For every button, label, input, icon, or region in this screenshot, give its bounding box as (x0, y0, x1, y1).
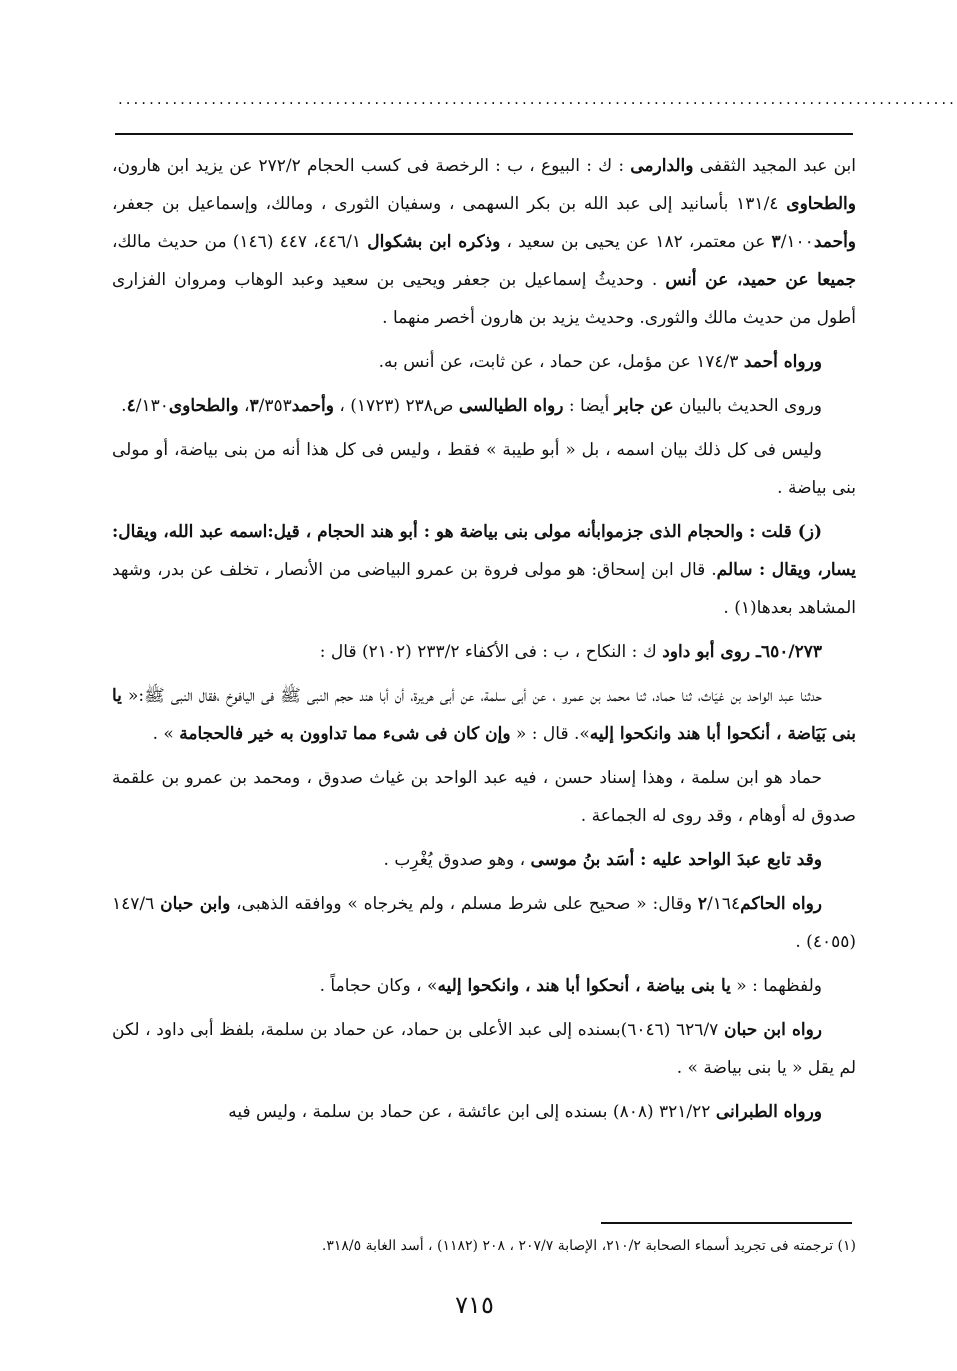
page-number: ٧١٥ (455, 1291, 494, 1319)
para-5 (112, 513, 856, 627)
text-segment: ولفظهما : « (730, 976, 822, 996)
text-segment: أيضا : (563, 396, 615, 416)
footnote-rule (601, 1222, 852, 1224)
bold-text-segment: (ز) قلت : والحجام الذى جزموابأنه مولى بنى بياضة هو : أبو هند الحجام ، قيل:اسمه عبد الله، ويقال: يسار، ويقال : سالم (112, 522, 857, 580)
bold-text-segment: وقد تابع عبدَ الواحد عليه : أسَد بنُ موسى (530, 850, 822, 870)
para-3 (112, 387, 856, 425)
footnote: (١) ترجمته فى تجريد أسماء الصحابة ٢١٠/٢، الإصابة ٢٠٧/٧ ، ٢٠٨ (١١٨٢) ، أسد الغابة ٣١٨/٥. (321, 1238, 856, 1254)
bold-text-segment: وذكره ابن بشكوال (367, 232, 501, 252)
bold-text-segment: والطحاوى (786, 194, 856, 214)
text-segment: ١٣١/٤ بأسانيد إلى عبد الله بن بكر السهمى ، وسفيان الثورى ، ومالك، وإسماعيل بن جعفر، (112, 194, 787, 214)
para-1 (112, 147, 856, 337)
text-segment: /١٠٠ عن معتمر، ١٨٢ عن يحيى بن سعيد ، (500, 232, 814, 252)
text-segment: . قال ابن إسحاق: هو مولى فروة بن عمرو البياضى من الأنصار ، تخلف عن بدر، وشهد المشاهد بعدها(١) . (112, 560, 856, 618)
text-segment: . وحديثُ إسماعيل بن جعفر ويحيى بن سعيد وعبد الوهاب ومروان الفزارى أطول من حديث مالك والثورى. وحديث يزيد بن هارون أخصر منهما . (112, 270, 856, 328)
text-segment: ، وهو صدوق يُغْرِب . (383, 850, 531, 870)
text-segment: حماد هو ابن سلمة ، وهذا إسناد حسن ، فيه عبد الواحد بن غياث صدوق ، ومحمد بن عمرو بن علقمة صدوق له أوهام ، وقد روى له الجماعة . (112, 768, 856, 826)
bold-text-segment: يا بنى بياضة ، أنحكوا أبا هند ، وانكحوا إليه (437, 976, 731, 996)
text-segment: /٣٥٣، (238, 396, 292, 416)
para-8 (112, 759, 856, 835)
para-13 (112, 1093, 856, 1131)
bold-text-segment: والدارمى (630, 156, 694, 176)
body-text (112, 147, 856, 1137)
bold-text-segment: ورواه الطبرانى (715, 1102, 822, 1122)
text-segment: وروى الحديث بالبيان (673, 396, 822, 416)
header-rule (115, 133, 853, 135)
text-segment: /١٦٤ وقال: « صحيح على شرط مسلم ، ولم يخرجاه » ووافقه الذهبى، (230, 894, 741, 914)
text-segment: » . (152, 724, 180, 744)
text-segment: /١٣٠. (121, 396, 169, 416)
bold-text-segment: عن جابر (614, 396, 674, 416)
text-segment: ك : النكاح ، ب : فى الأكفاء ٢٣٣/٢ (٢١٠٢) قال : (319, 642, 663, 662)
para-6 (112, 633, 856, 671)
bold-text-segment: جميعا عن حميد، عن أنس (665, 270, 856, 290)
bold-text-segment: والطحاوى٤ (126, 396, 239, 416)
text-segment: ١٧٤/٣ عن مؤمل، عن حماد ، عن ثابت، عن أنس به. (378, 352, 744, 372)
bold-text-segment: رواه الطيالسى (458, 396, 564, 416)
bold-text-segment: وأحمد٣ (249, 396, 334, 416)
bold-text-segment: وابن حبان (160, 894, 231, 914)
para-4 (112, 431, 856, 507)
bold-text-segment: رواه ابن حبان (723, 1020, 823, 1040)
para-2 (112, 343, 856, 381)
text-segment: ٦٢٦/٧ (٦٠٤٦)بسنده إلى عبد الأعلى بن حماد، عن حماد بن سلمة، بلفظ أبى داود ، لكن لم يقل « يا بنى بياضة » . (112, 1020, 856, 1078)
text-segment: ص٢٣٨ (١٧٢٣) ، (333, 396, 459, 416)
bold-text-segment: ورواه أحمد (743, 352, 822, 372)
para-12 (112, 1011, 856, 1087)
bold-text-segment: ٦٥٠/٢٧٣ـ روى أبو داود (662, 642, 822, 662)
text-segment: ٤٤٦/١، ٤٤٧ (١٤٦) من حديث مالك، (112, 232, 368, 252)
para-10 (112, 885, 856, 961)
text-segment: ٣٢١/٢٢ (٨٠٨) بسنده إلى ابن عائشة ، عن حماد بن سلمة ، وليس فيه (228, 1102, 716, 1122)
bold-text-segment: وأحمد٣ (771, 232, 857, 252)
bold-text-segment: وإن كان فى شىء مما تداوون به خير فالحجامة (179, 724, 511, 744)
text-segment: ابن عبد المجيد الثقفى (693, 156, 856, 176)
text-segment: ١٤٧/٦ (٤٠٥٥) . (112, 894, 856, 952)
para-11 (112, 967, 856, 1005)
bold-text-segment: يا بنى بَيَاضة ، أنكحوا أبا هند وانكحوا إليه (112, 686, 856, 744)
text-segment: : ك : البيوع ، ب : الرخصة فى كسب الحجام ٢٧٢/٢ عن يزيد ابن هارون، (112, 156, 631, 176)
text-segment: حدثنا عبد الواحد بن غيَاث، ثنا حماد، ثنا محمد بن عمرو ، عن أبى سلمة، عن أبى هريرة، أن أبا هند حجم النبى ﷺ فى اليافوخ ،فقال النبى ﷺ:« (121, 686, 822, 706)
text-segment: ». قال : « (510, 724, 590, 744)
para-7 (112, 677, 856, 753)
bold-text-segment: رواه الحاكم٢ (697, 894, 823, 914)
para-9 (112, 841, 856, 879)
header-dotted-line: ............................................................................................................ (118, 90, 957, 108)
text-segment: » ، وكان حجاماً . (319, 976, 438, 996)
text-segment: وليس فى كل ذلك بيان اسمه ، بل « أبو طيبة » فقط ، وليس فى كل هذا أنه من بنى بياضة، أو مولى بنى بياضة . (112, 440, 856, 498)
